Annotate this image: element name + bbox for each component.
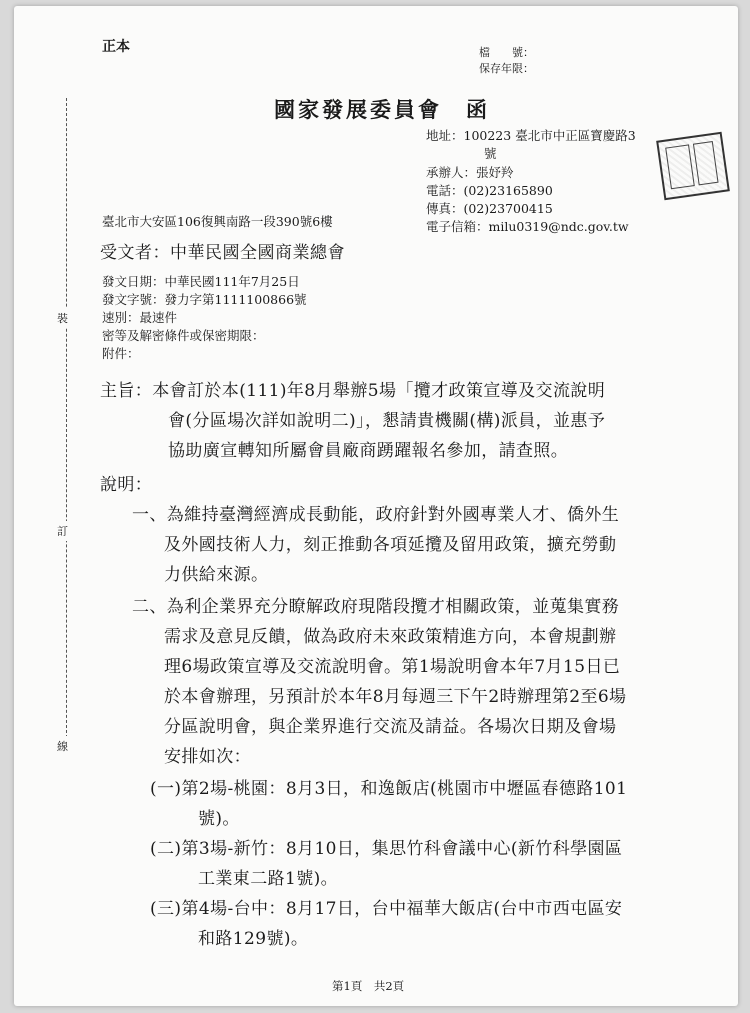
cut-mark: 訂 xyxy=(57,521,68,541)
email: 電子信箱：milu0319@ndc.gov.tw xyxy=(426,219,629,234)
binding-line xyxy=(66,98,67,738)
item-line: 安排如次： xyxy=(164,747,251,767)
subject-line: 協助廣宣轉知所屬會員廠商踴躍報名參加，請查照。 xyxy=(168,441,569,461)
explanation-heading: 說明： xyxy=(100,475,153,495)
session-line: 號)。 xyxy=(198,809,240,829)
issue-date: 發文日期：中華民國111年7月25日 xyxy=(102,274,300,289)
item-line: 於本會辦理，另預計於本年8月每週三下午2時辦理第2至6場 xyxy=(164,687,627,707)
session-line: 和路129號)。 xyxy=(198,929,309,949)
subject-line: 會(分區場次詳如說明二)」，懇請貴機關(構)派員，並惠予 xyxy=(168,411,606,431)
subject-line: 主旨：本會訂於本(111)年8月舉辦5場「攬才政策宣導及交流說明 xyxy=(100,381,606,401)
address-cont: 號 xyxy=(484,146,497,161)
secrecy-level: 密等及解密條件或保密期限： xyxy=(102,328,265,343)
item-line: 二、為利企業界充分瞭解政府現階段攬才相關政策，並蒐集實務 xyxy=(132,597,620,617)
item-line: 一、為維持臺灣經濟成長動能，政府針對外國專業人才、僑外生 xyxy=(132,505,620,525)
agency-title: 國家發展委員會 函 xyxy=(274,97,490,122)
session-line: (二)第3場-新竹：8月10日，集思竹科會議中心(新竹科學園區 xyxy=(150,839,623,859)
item-line: 需求及意見反饋，做為政府未來政策精進方向，本會規劃辦 xyxy=(164,627,617,647)
retention-label: 保存年限： xyxy=(479,62,534,75)
attachment: 附件： xyxy=(102,346,140,361)
delivery-speed: 速別：最速件 xyxy=(102,310,178,325)
handler: 承辦人：張妤羚 xyxy=(426,165,514,180)
recipient: 受文者：中華民國全國商業總會 xyxy=(100,243,345,263)
session-line: 工業東二路1號)。 xyxy=(198,869,339,889)
recipient-address: 臺北市大安區106復興南路一段390號6樓 xyxy=(102,214,333,229)
file-number-label: 檔 號： xyxy=(479,46,534,59)
session-line: (一)第2場-桃園：8月3日，和逸飯店(桃園市中壢區春德路101 xyxy=(150,779,628,799)
document-page xyxy=(14,6,738,1006)
copy-mark: 正本 xyxy=(102,39,130,55)
item-line: 理6場政策宣導及交流說明會。第1場說明會本年7月15日已 xyxy=(164,657,621,677)
item-line: 分區說明會，與企業界進行交流及請益。各場次日期及會場 xyxy=(164,717,617,737)
item-line: 力供給來源。 xyxy=(164,565,269,585)
seal-stamp xyxy=(656,132,730,201)
binding-mark: 裝 xyxy=(57,308,68,328)
address: 地址：100223 臺北市中正區寶慶路3 xyxy=(426,128,636,143)
page-footer: 第1頁 共2頁 xyxy=(332,979,405,993)
item-line: 及外國技術人力，刻正推動各項延攬及留用政策，擴充勞動 xyxy=(164,535,617,555)
document-number: 發文字號：發力字第1111100866號 xyxy=(102,292,307,307)
session-line: (三)第4場-台中：8月17日，台中福華大飯店(台中市西屯區安 xyxy=(150,899,623,919)
phone: 電話：(02)23165890 xyxy=(426,183,553,198)
line-mark: 線 xyxy=(57,736,68,756)
fax: 傳真：(02)23700415 xyxy=(426,201,553,216)
